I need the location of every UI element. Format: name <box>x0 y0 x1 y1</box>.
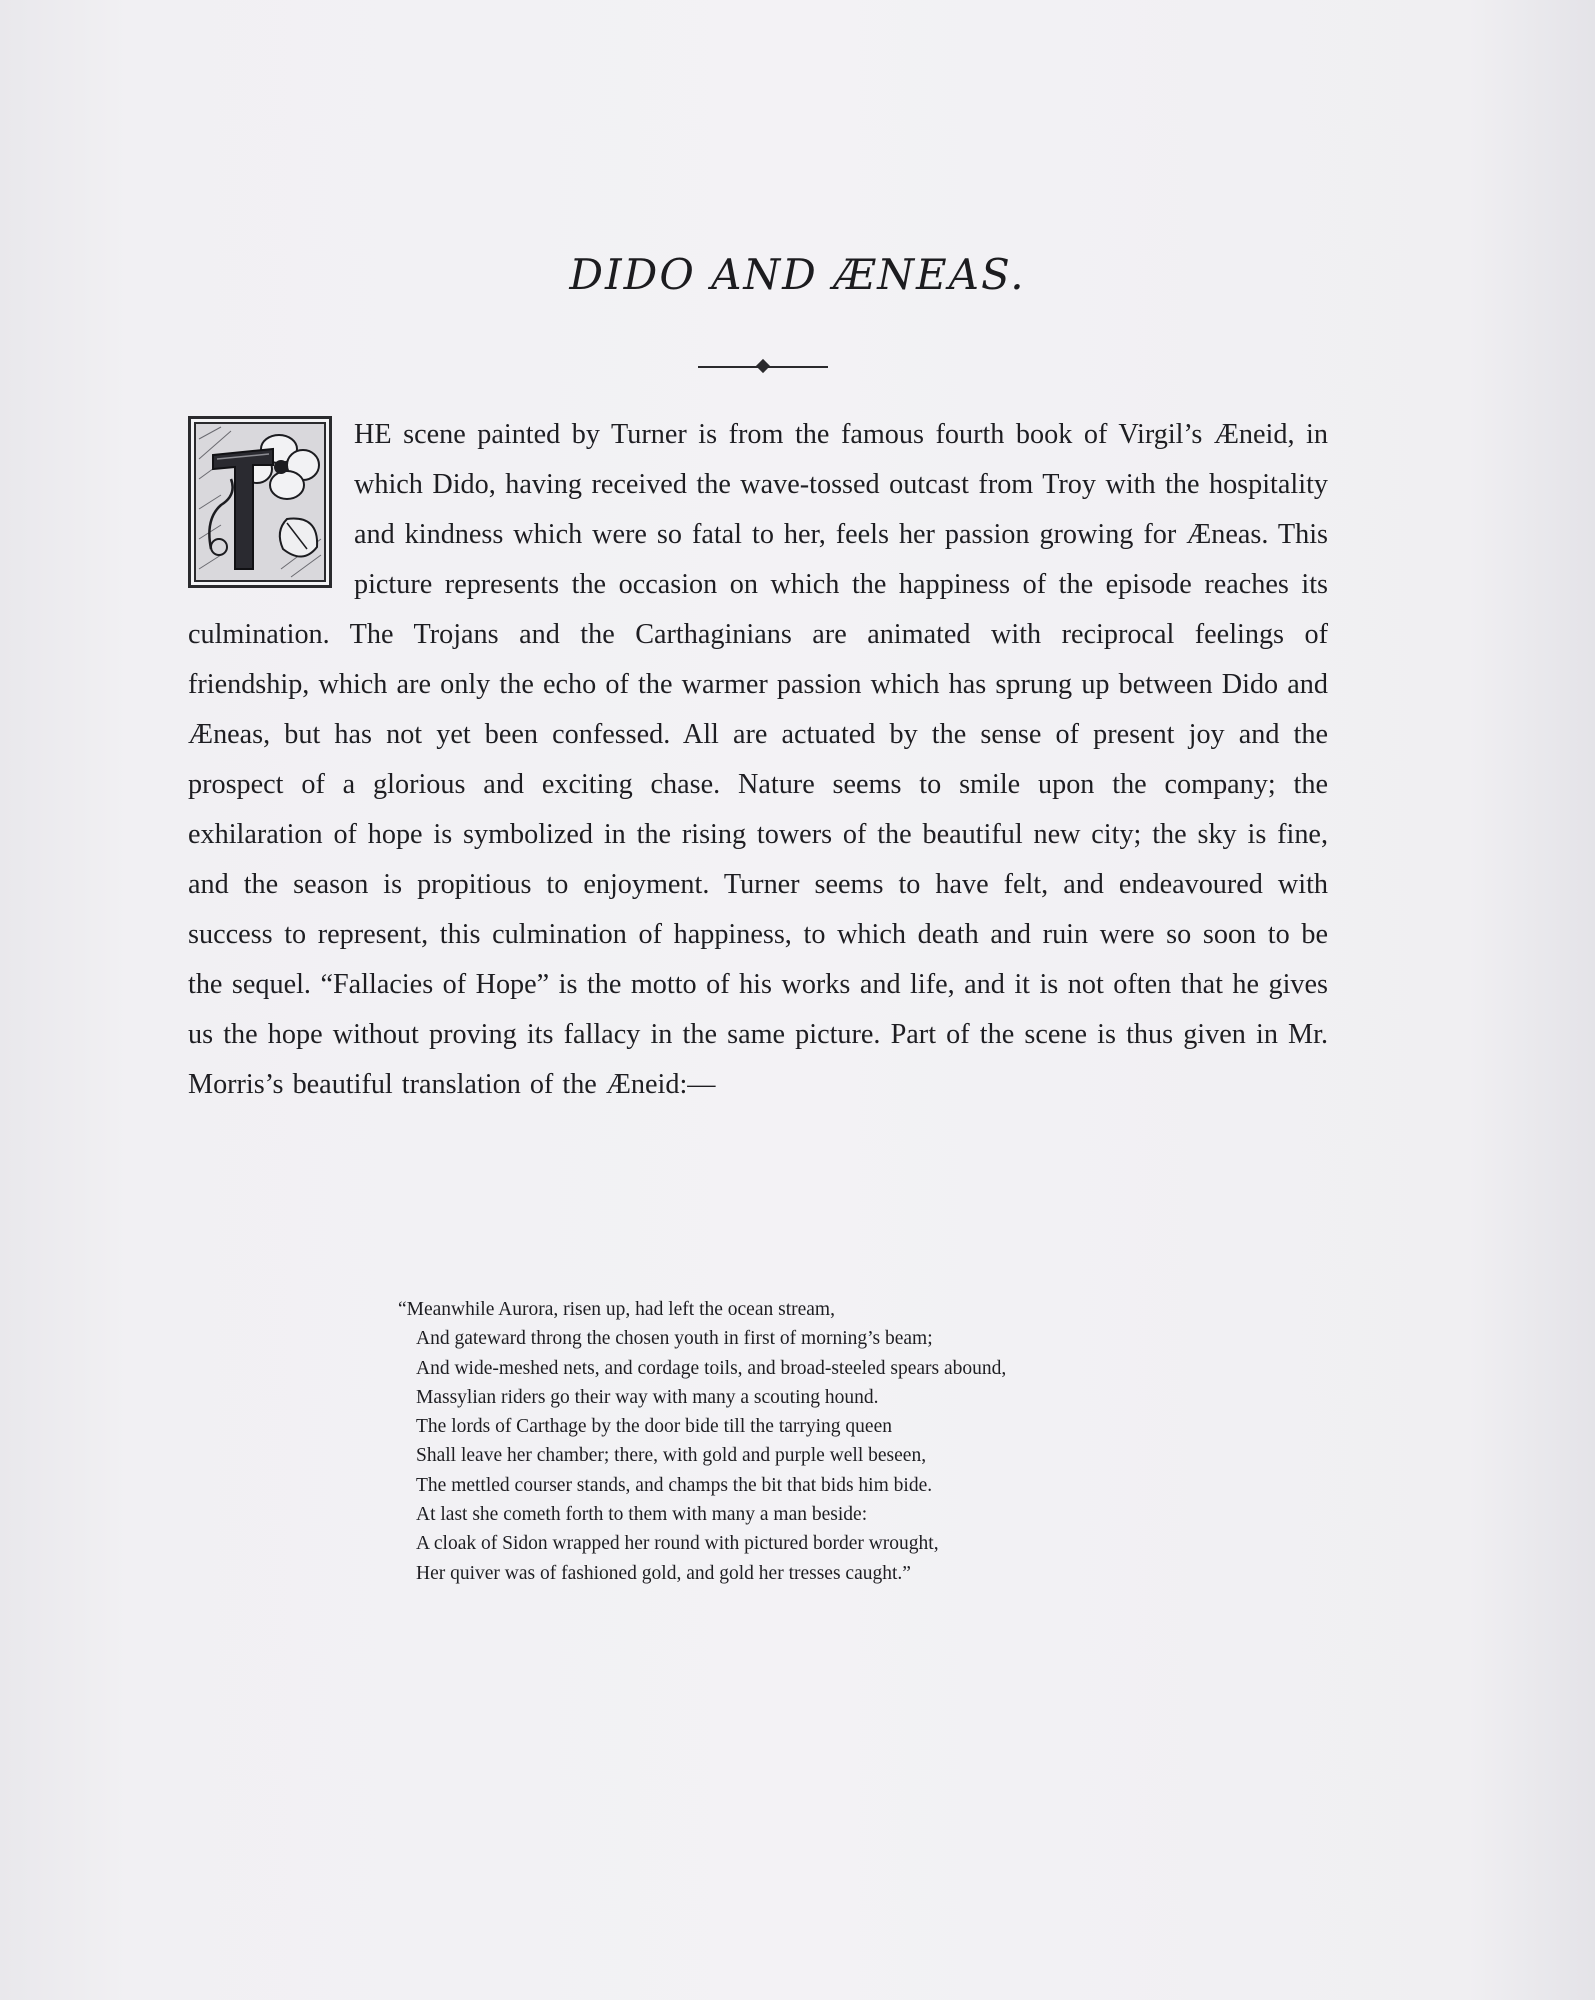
verse-line: “Meanwhile Aurora, risen up, had left the ocean stream, <box>398 1299 835 1320</box>
paragraph-text: scene painted by Turner is from the famous fourth book of Virgil’s Æneid, in which Dido, having received the wave-tossed outcast from Troy with the hospitality and kindness which were so fatal to her, feels her passion growing for Æneas. This picture represents the occasion on which the happiness of the episode reaches its culmination. The Trojans and the Carthaginians are animated with reciprocal feelings of friendship, which are only the echo of the warmer passion which has sprung up between Dido and Æneas, but has not yet been confessed. All are actuated by the sense of present joy and the prospect of a glorious and exciting chase. Nature seems to smile upon the company; the exhilaration of hope is symbolized in the rising towers of the beautiful new city; the sky is fine, and the season is propitious to enjoyment. Turner seems to have felt, and endeavoured with success to represent, this culmination of happiness, to which death and ruin were so soon to be the sequel. “Fallacies of Hope” is the motto of his works and life, and it is not often that he gives us the hope without proving its fallacy in the same picture. Part of the scene is thus given in Mr. Morris’s beautiful translation of the Æneid:— <box>188 419 1328 1100</box>
verse-line: And gateward throng the chosen youth in first of morning’s beam; <box>416 1328 933 1350</box>
verse-line: The lords of Carthage by the door bide till the tarrying queen <box>416 1416 892 1438</box>
drop-cap-t-icon <box>191 419 329 585</box>
verse-line: Massylian riders go their way with many a scouting hound. <box>416 1386 879 1408</box>
verse-line: Shall leave her chamber; there, with gold and purple well beseen, <box>416 1445 927 1467</box>
verse-line: At last she cometh forth to them with many a man beside: <box>416 1504 868 1526</box>
rule-diamond-ornament <box>756 359 770 373</box>
drop-cap-lead-text: HE <box>354 419 392 450</box>
verse-line: The mettled courser stands, and champs the bit that bids him bide. <box>416 1474 933 1496</box>
verse-line: Her quiver was of fashioned gold, and gold her tresses caught.” <box>416 1562 911 1584</box>
body-paragraph <box>188 410 1328 1110</box>
page-title: DIDO AND ÆNEAS. <box>569 250 1026 299</box>
verse-line: A cloak of Sidon wrapped her round with pictured border wrought, <box>416 1533 939 1555</box>
verse-line: And wide-meshed nets, and cordage toils, and broad-steeled spears abound, <box>416 1357 1007 1379</box>
drop-cap-ornament <box>188 416 332 588</box>
verse-quotation <box>398 1295 1158 1588</box>
